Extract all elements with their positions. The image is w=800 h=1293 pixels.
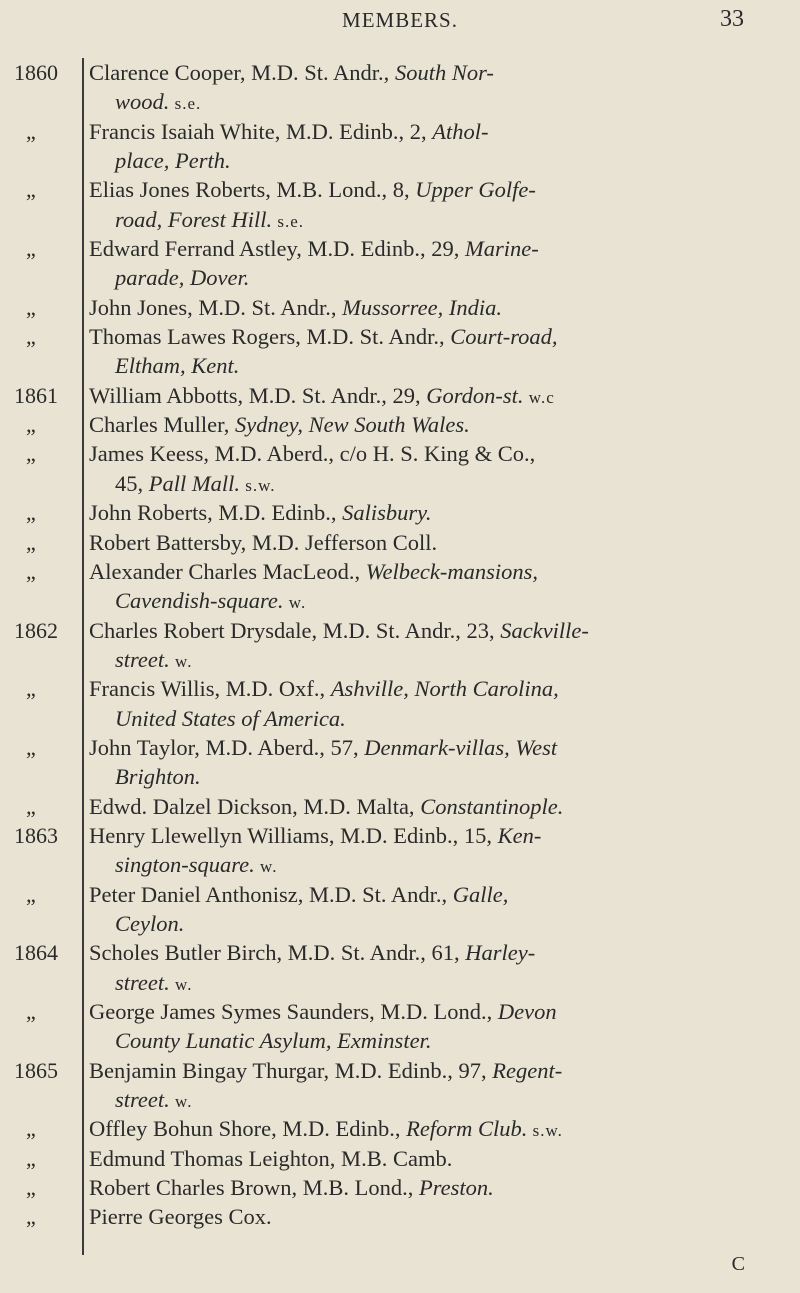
year-label: „ xyxy=(26,324,36,350)
year-label: „ xyxy=(26,441,36,467)
entry-address-italic: Welbeck-mansions, xyxy=(365,558,539,584)
entry-text: Thomas Lawes Rogers, M.D. St. Andr., xyxy=(89,324,451,350)
year-label: „ xyxy=(26,236,36,262)
year-label: „ xyxy=(26,177,36,203)
entry-text: James Keess, M.D. Aberd., c/o H. S. King & Co., xyxy=(89,441,536,467)
entry-text: George James Symes Saunders, M.D. Lond., xyxy=(89,999,498,1024)
year-label: „ xyxy=(26,1145,36,1171)
entry-address-italic: Gordon-st. xyxy=(426,382,524,408)
entry-district: w. xyxy=(169,651,193,671)
entry-text: Henry Llewellyn Williams, M.D. Edinb., 15, xyxy=(89,822,498,848)
year-label: „ xyxy=(26,1204,36,1230)
entry-address-italic: South Nor- xyxy=(394,60,494,85)
year-blank xyxy=(14,469,78,498)
member-entry-line xyxy=(89,58,769,87)
entry-continuation-line xyxy=(89,762,769,791)
member-entry-line xyxy=(89,381,769,410)
member-entry-line xyxy=(89,234,769,263)
year-label: „ xyxy=(26,529,36,555)
year-label: 1860 xyxy=(14,60,58,85)
entry-district: s.e. xyxy=(272,211,305,231)
entry-address-italic: Mussorree, India. xyxy=(342,294,502,320)
member-entry-line xyxy=(89,410,769,439)
entry-address-italic: United States of America. xyxy=(115,705,346,731)
entry-text: John Taylor, M.D. Aberd., 57, xyxy=(89,734,365,760)
entry-address-italic: place, Perth. xyxy=(115,148,231,174)
year-blank xyxy=(14,762,78,791)
entry-address-italic: road, Forest Hill. xyxy=(115,206,273,232)
entry-address-italic: street. xyxy=(115,969,170,995)
entry-address-italic: Ashville, North Carolina, xyxy=(330,676,559,702)
entry-district: w. xyxy=(169,974,193,994)
year-label: „ xyxy=(26,294,36,320)
year-blank xyxy=(14,704,78,733)
entry-address-italic: Galle, xyxy=(452,881,509,907)
entry-text: Edmund Thomas Leighton, M.B. Camb. xyxy=(89,1145,453,1171)
year-label: „ xyxy=(26,793,36,819)
year-blank xyxy=(14,263,78,292)
entry-address-italic: Marine- xyxy=(465,236,539,262)
entry-address-italic: wood. xyxy=(115,89,170,115)
entry-address-italic: Preston. xyxy=(418,1175,494,1201)
entry-district: w. xyxy=(283,593,307,613)
entry-text: Robert Battersby, M.D. Jefferson Coll. xyxy=(89,529,438,555)
column-rule xyxy=(82,58,84,1255)
year-label: „ xyxy=(26,500,36,526)
year-blank xyxy=(14,586,78,615)
year-blank xyxy=(14,351,78,380)
entry-continuation-line xyxy=(89,968,769,997)
entry-continuation-line xyxy=(89,87,769,116)
entry-address-italic: Pall Mall. xyxy=(148,470,240,496)
entry-text: William Abbotts, M.D. St. Andr., 29, xyxy=(89,382,427,408)
member-entry-line xyxy=(89,293,769,322)
member-entry-line xyxy=(89,557,769,586)
year-label: 1864 xyxy=(14,940,58,966)
entry-text: Charles Muller, xyxy=(89,412,235,438)
year-label: „ xyxy=(26,558,36,584)
member-entry-line xyxy=(89,1114,769,1143)
year-label: „ xyxy=(26,881,36,907)
member-list xyxy=(89,58,769,1232)
entry-text: Clarence Cooper, M.D. St. Andr., xyxy=(89,60,395,85)
entry-continuation-line xyxy=(89,1026,769,1055)
entry-address-italic: Devon xyxy=(497,999,557,1024)
entry-text: Pierre Georges Cox. xyxy=(89,1204,272,1230)
running-head xyxy=(0,6,800,32)
entry-address-italic: Brighton. xyxy=(115,764,201,790)
entry-address-italic: Athol- xyxy=(432,118,489,144)
entry-continuation-line xyxy=(89,704,769,733)
entry-continuation-line xyxy=(89,850,769,879)
entry-address-italic: Cavendish-square. xyxy=(115,588,284,614)
entry-address-italic: Sydney, New South Wales. xyxy=(234,412,470,438)
member-entry-line xyxy=(89,938,769,967)
entry-address-italic: Upper Golfe- xyxy=(415,177,536,203)
member-entry-line xyxy=(89,1202,769,1231)
entry-address-italic: Ken- xyxy=(497,822,542,848)
entry-text: Scholes Butler Birch, M.D. St. Andr., 61, xyxy=(89,940,466,966)
year-label: 1865 xyxy=(14,1057,58,1083)
year-label: „ xyxy=(26,1175,36,1201)
entry-address-italic: Sackville- xyxy=(500,617,589,643)
entry-continuation-line xyxy=(89,205,769,234)
member-entry-line xyxy=(89,880,769,909)
entry-address-italic: Constantinople. xyxy=(420,793,564,819)
entry-text: Offley Bohun Shore, M.D. Edinb., xyxy=(89,1116,407,1142)
member-entry-line xyxy=(89,175,769,204)
member-entry-line xyxy=(89,1056,769,1085)
year-label: „ xyxy=(26,676,36,702)
year-blank xyxy=(14,1085,78,1114)
entry-text: Francis Willis, M.D. Oxf., xyxy=(89,676,331,702)
entry-text: Peter Daniel Anthonisz, M.D. St. Andr., xyxy=(89,881,453,907)
entry-text: 45, xyxy=(115,470,149,496)
member-entry-line xyxy=(89,117,769,146)
entry-address-italic: County Lunatic Asylum, Exminster. xyxy=(115,1028,432,1054)
entry-continuation-line xyxy=(89,586,769,615)
year-blank xyxy=(14,645,78,674)
member-entry-line xyxy=(89,674,769,703)
year-label: „ xyxy=(26,734,36,760)
year-label: „ xyxy=(26,118,36,144)
member-entry-line xyxy=(89,821,769,850)
member-entry-line xyxy=(89,322,769,351)
entry-address-italic: Salisbury. xyxy=(342,500,432,526)
year-label: 1862 xyxy=(14,617,58,643)
page-number: 33 xyxy=(720,6,744,32)
year-blank xyxy=(14,87,78,116)
entry-text: Robert Charles Brown, M.B. Lond., xyxy=(89,1175,419,1201)
entry-address-italic: Court-road, xyxy=(450,324,558,350)
member-entry-line xyxy=(89,498,769,527)
entry-address-italic: street. xyxy=(115,1087,170,1113)
entry-address-italic: Eltham, Kent. xyxy=(115,353,240,379)
year-blank xyxy=(14,850,78,879)
member-entry-line xyxy=(89,1144,769,1173)
year-label: „ xyxy=(26,412,36,438)
member-entry-line xyxy=(89,1173,769,1202)
entry-continuation-line xyxy=(89,146,769,175)
member-entry-line xyxy=(89,792,769,821)
entry-district: w. xyxy=(169,1092,193,1112)
entry-district: w. xyxy=(254,857,278,877)
member-entry-line xyxy=(89,997,769,1026)
year-label: 1863 xyxy=(14,822,58,848)
entry-district: s.w. xyxy=(240,475,276,495)
year-blank xyxy=(14,968,78,997)
entry-address-italic: Denmark-villas, West xyxy=(364,734,558,760)
entry-text: Alexander Charles MacLeod., xyxy=(89,558,366,584)
entry-district: s.w. xyxy=(527,1121,563,1141)
entry-address-italic: Harley- xyxy=(465,940,536,966)
member-entry-line xyxy=(89,528,769,557)
entry-address-italic: Regent- xyxy=(492,1057,563,1083)
year-blank xyxy=(14,146,78,175)
year-column xyxy=(14,58,78,1232)
entry-address-italic: parade, Dover. xyxy=(115,265,250,291)
year-label: 1861 xyxy=(14,382,58,408)
year-blank xyxy=(14,909,78,938)
year-label: „ xyxy=(26,999,36,1024)
member-entry-line xyxy=(89,733,769,762)
entry-continuation-line xyxy=(89,909,769,938)
entry-text: Edwd. Dalzel Dickson, M.D. Malta, xyxy=(89,793,421,819)
entry-address-italic: Reform Club. xyxy=(406,1116,528,1142)
year-blank xyxy=(14,205,78,234)
entry-text: John Roberts, M.D. Edinb., xyxy=(89,500,343,526)
entry-address-italic: street. xyxy=(115,646,170,672)
year-blank xyxy=(14,1026,78,1055)
entry-text: Charles Robert Drysdale, M.D. St. Andr., 23, xyxy=(89,617,501,643)
page-title: MEMBERS. xyxy=(342,8,458,32)
entry-continuation-line xyxy=(89,263,769,292)
entry-district: w.c xyxy=(523,387,555,407)
year-label: „ xyxy=(26,1116,36,1142)
entry-text: Benjamin Bingay Thurgar, M.D. Edinb., 97, xyxy=(89,1057,493,1083)
entry-continuation-line xyxy=(89,645,769,674)
entry-text: Elias Jones Roberts, M.B. Lond., 8, xyxy=(89,177,416,203)
entry-continuation-line xyxy=(89,469,769,498)
member-entry-line xyxy=(89,616,769,645)
entry-text: Edward Ferrand Astley, M.D. Edinb., 29, xyxy=(89,236,465,262)
entry-continuation-line xyxy=(89,351,769,380)
signature-mark: C xyxy=(731,1253,745,1275)
entry-address-italic: Ceylon. xyxy=(115,910,185,936)
entry-district: s.e. xyxy=(169,94,202,114)
entry-continuation-line xyxy=(89,1085,769,1114)
member-entry-line xyxy=(89,439,769,468)
entry-text: Francis Isaiah White, M.D. Edinb., 2, xyxy=(89,118,433,144)
entry-text: John Jones, M.D. St. Andr., xyxy=(89,294,343,320)
entry-address-italic: sington-square. xyxy=(115,852,255,878)
